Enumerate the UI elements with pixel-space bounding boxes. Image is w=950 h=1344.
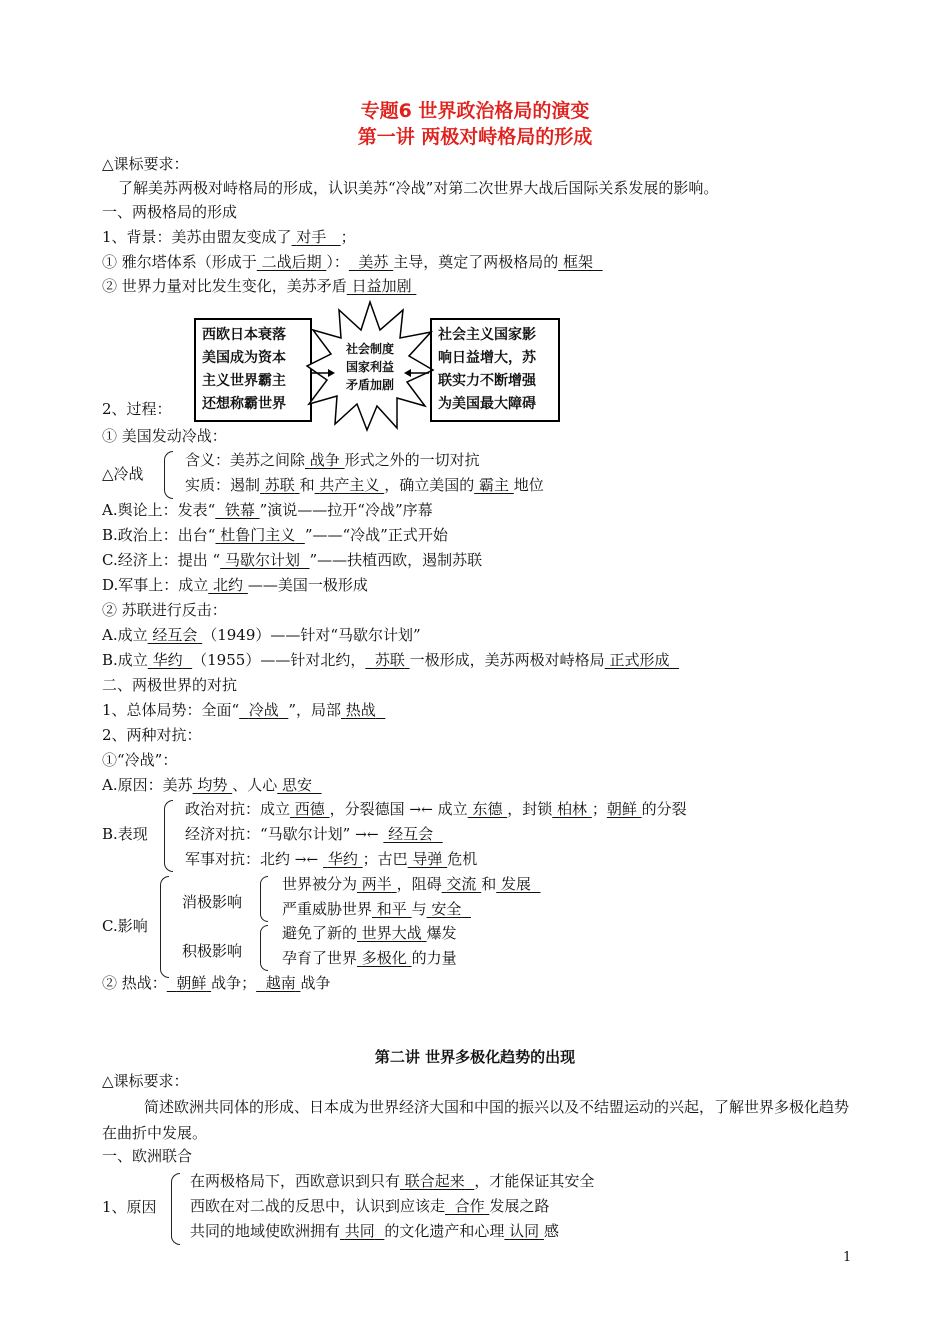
opposing-arrows-icon: →← <box>355 827 379 843</box>
requirements-label: △课标要求： <box>102 1072 189 1090</box>
brace-icon <box>164 800 173 872</box>
blank-answer: 战争 <box>309 451 340 469</box>
opposing-arrows-icon: →← <box>409 802 433 818</box>
blank-answer: 马歇尔计划 <box>224 551 300 569</box>
overall-situation-line: 1、总体局势：全面“ 冷战 ”，局部 热战 <box>102 700 385 720</box>
manifestation-label: B.表现 <box>102 825 148 843</box>
two-confrontations-line: 2、两种对抗： <box>102 726 202 744</box>
blank-answer: 安全 <box>431 900 462 918</box>
brace-icon <box>260 925 268 971</box>
cause-3: 共同的地域使欧洲拥有 共同 的文化遗产和心理 认同 感 <box>190 1222 559 1240</box>
brace-icon <box>164 451 173 499</box>
blank-answer: 思安 <box>281 776 312 794</box>
brace-icon <box>260 876 268 922</box>
diagram-center-text: 社会制度 国家利益 矛盾加剧 <box>345 342 394 392</box>
blank-answer: 联合起来 <box>404 1172 465 1190</box>
blank-answer: 均势 <box>197 776 228 794</box>
cause-1: 在两极格局下，西欧意识到只有 联合起来 ，才能保证其安全 <box>190 1172 595 1190</box>
requirements-text: 简述欧洲共同体的形成、日本成为世界经济大国和中国的振兴以及不结盟运动的兴起，了解世界多极化趋势在曲折中发展。 <box>102 1098 850 1142</box>
blank-answer: 发展 <box>500 875 531 893</box>
requirements-label: △课标要求： <box>102 155 189 173</box>
cause-line: A.原因：美苏 均势 、人心 思安 <box>102 775 322 795</box>
section-heading: 二、两极世界的对抗 <box>102 676 238 694</box>
blank-answer: 苏联 <box>374 651 405 669</box>
blank-answer: 共同 <box>344 1222 375 1240</box>
economic-line: C.经济上：提出 “ 马歇尔计划 ”——扶植西欧，遏制苏联 <box>102 551 483 569</box>
lecture-2-title: 第二讲 世界多极化趋势的出现 <box>374 1048 576 1066</box>
military-confrontation-line: 军事对抗：北约 →← 华约 ；古巴 导弹 危机 <box>185 850 478 868</box>
chapter-title: 专题6 世界政治格局的演变 <box>360 100 590 122</box>
blank-answer: 柏林 <box>557 800 588 818</box>
cold-war-meaning: 含义：美苏之间除 战争 形式之外的一切对抗 <box>185 451 480 469</box>
us-cold-war-heading: ① 美国发动冷战： <box>102 427 227 445</box>
comecon-line: A.成立 经互会 （1949）——针对“马歇尔计划” <box>102 626 421 644</box>
negative-impact-2: 严重威胁世界 和平 与 安全 <box>282 899 471 919</box>
blank-answer: 日益加剧 <box>351 277 412 295</box>
blank-answer: 北约 <box>213 576 244 594</box>
section-heading: 一、欧洲联合 <box>102 1147 193 1165</box>
yalta-line: ① 雅尔塔体系（形成于 二战后期 ）： 美苏 主导，奠定了两极格局的 框架 <box>102 252 603 272</box>
blank-answer: 正式形成 <box>609 651 670 669</box>
impact-label: C.影响 <box>102 917 148 935</box>
blank-answer: 经互会 <box>388 825 434 843</box>
blank-answer: 共产主义 <box>319 476 380 494</box>
military-line: D.军事上：成立 北约 ——美国一极形成 <box>102 576 368 594</box>
page-number: 1 <box>843 1250 852 1265</box>
cause-2: 西欧在对二战的反思中，认识到应该走 合作 发展之路 <box>190 1197 550 1215</box>
political-confrontation-line: 政治对抗：成立 西德 ，分裂德国 →← 成立 东德 ，封锁 柏林 ；朝鲜 的分裂 <box>185 800 687 818</box>
blank-answer: 美苏 <box>358 253 389 271</box>
blank-answer: 铁幕 <box>224 501 255 519</box>
blank-answer: 华约 <box>152 651 183 669</box>
blank-answer: 西德 <box>294 800 325 818</box>
political-line: B.政治上：出台“ 杜鲁门主义 ”——“冷战”正式开始 <box>102 526 448 544</box>
warsaw-line: B.成立 华约 （1955）——针对北约， 苏联 一极形成，美苏两极对峙格局 正式形成 <box>102 650 679 670</box>
opposing-arrows-icon: →← <box>294 852 319 868</box>
blank-answer: 二战后期 <box>261 253 322 271</box>
cold-war-essence: 实质：遏制 苏联 和 共产主义 ，确立美国的 霸主 地位 <box>185 476 544 494</box>
blank-answer: 合作 <box>454 1197 485 1215</box>
blank-answer: 多极化 <box>361 949 407 967</box>
blank-answer: 框架 <box>563 253 594 271</box>
arrow-left-icon <box>403 368 431 378</box>
process-label: 2、过程： <box>102 400 172 418</box>
opinion-line: A.舆论上：发表“ 铁幕 ”演说——拉开“冷战”序幕 <box>102 501 433 519</box>
blank-answer: 东德 <box>472 800 503 818</box>
blank-answer: 世界大战 <box>361 924 422 942</box>
blank-answer: 越南 <box>265 974 296 992</box>
blank-answer: 两半 <box>361 875 392 893</box>
blank-answer: 对手 <box>296 228 327 246</box>
blank-answer: 朝鲜 <box>606 800 637 818</box>
section-heading: 一、两极格局的形成 <box>102 203 238 221</box>
positive-impact-1: 避免了新的 世界大战 爆发 <box>282 924 457 942</box>
requirements-text: 了解美苏两极对峙格局的形成，认识美苏“冷战”对第二次世界大战后国际关系发展的影响。 <box>118 179 719 197</box>
cold-war-label: △冷战 <box>102 465 144 483</box>
arrow-right-icon <box>308 368 336 378</box>
negative-impact-label: 消极影响 <box>182 893 243 911</box>
blank-answer: 冷战 <box>248 701 279 719</box>
economic-confrontation-line: 经济对抗：“马歇尔计划” →← 经互会 <box>185 824 443 845</box>
brace-icon <box>171 1173 180 1245</box>
soviet-heading: ② 苏联进行反击： <box>102 601 227 619</box>
background-line: 1、背景：美苏由盟友变成了 对手 ； <box>102 228 356 246</box>
blank-answer: 交流 <box>446 875 477 893</box>
diagram-right-box: 社会主义国家影 响日益增大，苏 联实力不断增强 为美国最大障碍 <box>430 318 560 422</box>
lecture-title: 第一讲 两极对峙格局的形成 <box>357 126 593 148</box>
blank-answer: 杜鲁门主义 <box>220 526 296 544</box>
cold-war-subheading: ①“冷战”： <box>102 751 178 769</box>
cause-label: 1、原因 <box>102 1198 157 1216</box>
diagram-left-box: 西欧日本衰落 美国成为资本 主义世界霸主 还想称霸世界 <box>194 318 312 422</box>
blank-answer: 华约 <box>327 850 358 868</box>
positive-impact-label: 积极影响 <box>182 942 243 960</box>
blank-answer: 苏联 <box>264 476 295 494</box>
blank-answer: 认同 <box>509 1222 540 1240</box>
power-line: ② 世界力量对比发生变化，美苏矛盾 日益加剧 <box>102 276 416 296</box>
blank-answer: 导弹 <box>412 850 443 868</box>
blank-answer: 经互会 <box>152 626 198 644</box>
positive-impact-2: 孕育了世界 多极化 的力量 <box>282 949 457 967</box>
hot-war-line: ② 热战： 朝鲜 战争； 越南 战争 <box>102 974 331 992</box>
negative-impact-1: 世界被分为 两半 ，阻碍 交流 和 发展 <box>282 874 541 894</box>
blank-answer: 和平 <box>376 900 407 918</box>
blank-answer: 朝鲜 <box>176 974 207 992</box>
blank-answer: 热战 <box>345 701 376 719</box>
blank-answer: 霸主 <box>478 476 509 494</box>
brace-icon <box>160 876 169 978</box>
